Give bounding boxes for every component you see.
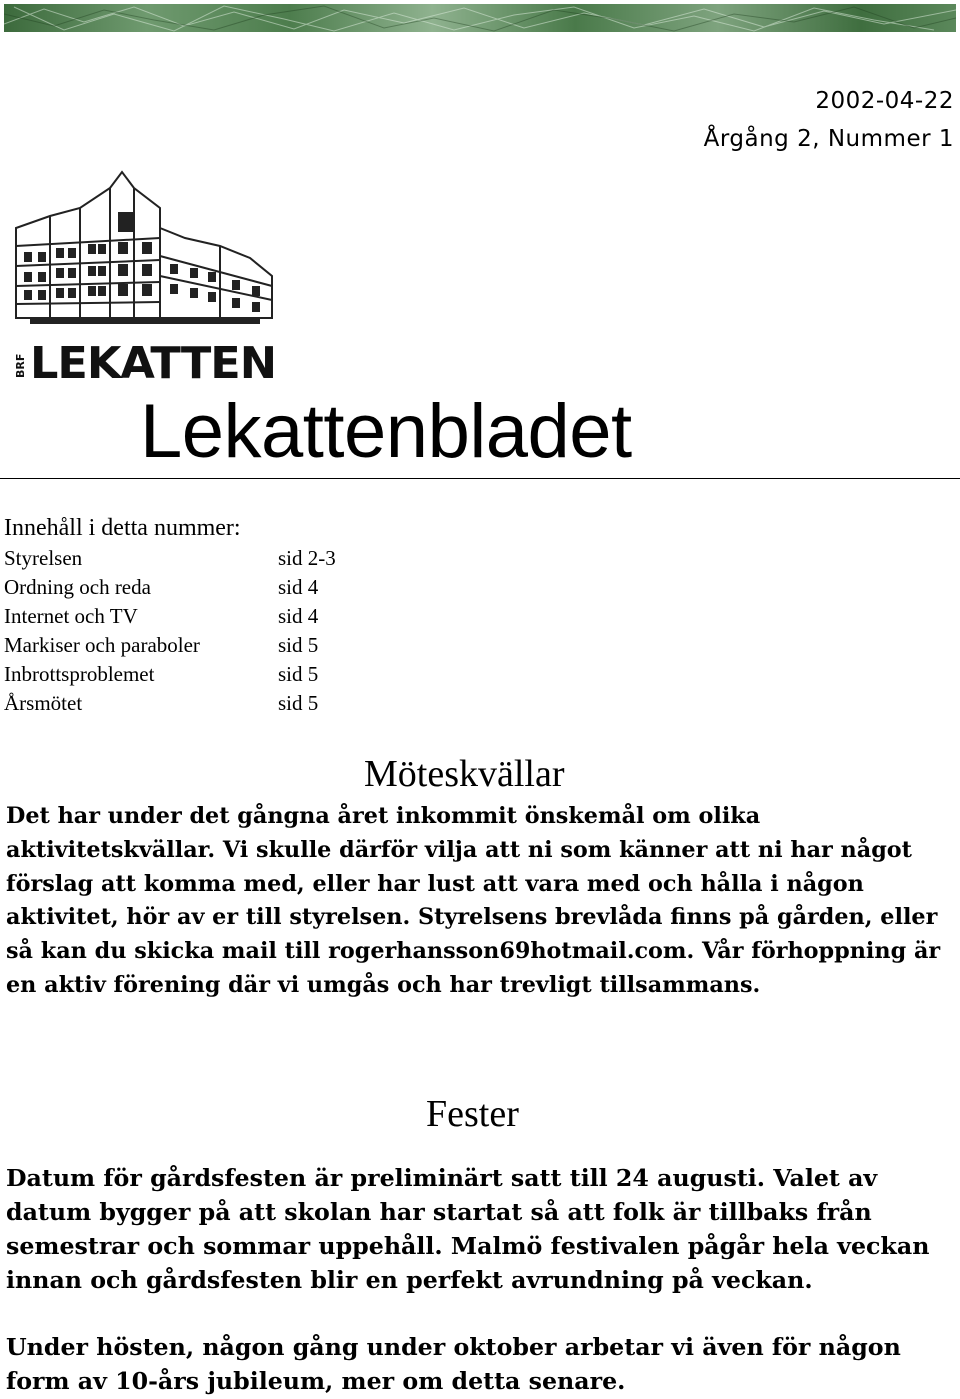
- toc-item-label: Inbrottsproblemet: [4, 662, 155, 686]
- toc-item: [4, 602, 336, 631]
- title-divider: [0, 478, 960, 479]
- table-of-contents: [4, 515, 336, 718]
- marble-texture: [4, 4, 956, 32]
- toc-item-page: sid 2-3: [278, 546, 336, 570]
- fester-body: Datum för gårdsfesten är preliminärt satt till 24 augusti. Valet av datum bygger på att skolan har startat så att folk är tillbaks från semestrar och sommar uppehåll. Malmö festivalen pågår hela veckan innan och gårdsfesten blir en perfekt avrundning på veckan.: [6, 1164, 930, 1294]
- brf-lekatten-logo: [10, 168, 280, 384]
- moteskvallar-body: Det har under det gångna året inkommit önskemål om olika aktivitetskvällar. Vi skulle därför vilja att ni som känner att ni har något förslag att komma med, eller har lust att vara med och hålla i någon aktivitet, hör av er till styrelsen. Styrelsens brevlåda finns på gården, eller så kan du skicka mail till rogerhansson69hotmail.com. Vår förhoppning är en aktiv förening där vi umgås och har trevligt tillsammans.: [6, 803, 941, 998]
- logo-prefix: BRF: [14, 353, 27, 378]
- toc-heading: Innehåll i detta nummer:: [4, 515, 241, 541]
- newsletter-title: Lekattenbladet: [140, 389, 632, 474]
- toc-item-label: Styrelsen: [4, 546, 83, 570]
- issue-number: Årgång 2, Nummer 1: [703, 126, 954, 152]
- toc-item-label: Internet och TV: [4, 604, 138, 628]
- toc-item-page: sid 5: [278, 691, 319, 715]
- moteskvallar-heading: Möteskvällar: [364, 753, 565, 795]
- header-banner: [4, 4, 956, 32]
- toc-item: [4, 544, 336, 573]
- toc-item-page: sid 5: [278, 633, 319, 657]
- toc-item-page: sid 4: [278, 604, 319, 628]
- fester-jubileum: Under hösten, någon gång under oktober arbetar vi även för någon form av 10-års jubileum, mer om detta senare.: [6, 1333, 901, 1395]
- toc-item-page: sid 5: [278, 662, 319, 686]
- toc-item-label: Markiser och paraboler: [4, 633, 200, 657]
- toc-item: [4, 631, 336, 660]
- logo-name: LEKATTEN: [30, 338, 276, 384]
- toc-item-page: sid 4: [278, 575, 319, 599]
- toc-item: [4, 689, 336, 718]
- toc-item-label: Ordning och reda: [4, 575, 151, 599]
- toc-item-label: Årsmötet: [4, 691, 83, 715]
- fester-heading: Fester: [426, 1093, 519, 1135]
- building-drawing: [10, 168, 280, 384]
- issue-date: 2002-04-22: [815, 88, 954, 114]
- toc-item: [4, 573, 336, 602]
- toc-item: [4, 660, 336, 689]
